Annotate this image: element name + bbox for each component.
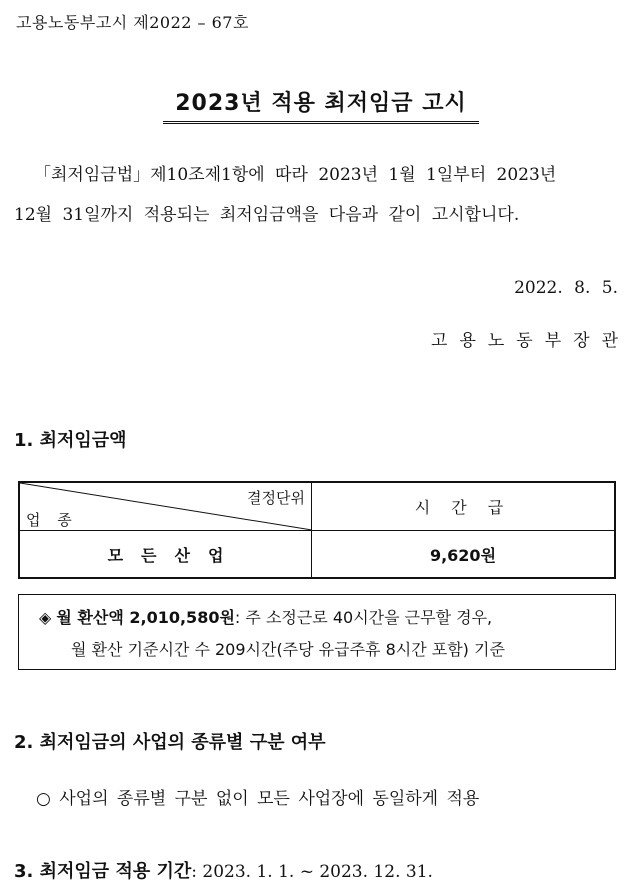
section1-heading: 1. 최저임금액	[14, 430, 127, 451]
notice-number: 고용노동부고시 제2022 – 67호	[16, 13, 249, 32]
monthly-equivalent-condition: : 주 소정근로 40시간을 근무할 경우,	[234, 608, 493, 627]
header-unit-label: 결정단위	[247, 489, 305, 507]
monthly-equivalent-line1	[39, 605, 492, 628]
document-title-text: 2023년 적용 최저임금 고시	[163, 86, 478, 124]
monthly-equivalent-box	[18, 594, 616, 670]
issuer-name: 고용노동부장관	[431, 331, 630, 351]
minimum-wage-table	[18, 481, 616, 579]
row-industry-cell: 모든산업	[20, 531, 312, 577]
monthly-equivalent-label: 월 환산액 2,010,580원	[56, 608, 235, 627]
monthly-equivalent-line2: 월 환산 기준시간 수 209시간(주당 유급주휴 8시간 포함) 기준	[71, 640, 505, 659]
section2-item: ○ 사업의 종류별 구분 없이 모든 사업장에 동일하게 적용	[36, 789, 480, 809]
section3-heading	[14, 857, 433, 883]
diamond-bullet-icon: ◈	[39, 608, 52, 627]
table-header-diagonal-cell	[20, 483, 312, 531]
section2-heading: 2. 최저임금의 사업의 종류별 구분 여부	[14, 732, 326, 753]
row-hourly-wage-cell: 9,620원	[429, 545, 497, 565]
section3-heading-label: 3. 최저임금 적용 기간	[14, 861, 192, 882]
header-industry-label: 업 종	[26, 511, 78, 529]
body-text-line2: 12월 31일까지 적용되는 최저임금액을 다음과 같이 고시합니다.	[14, 205, 520, 225]
header-hourly-label: 시 간 급	[312, 483, 614, 531]
document-title	[0, 86, 642, 124]
section3-period: : 2023. 1. 1. ~ 2023. 12. 31.	[191, 862, 433, 882]
body-text-line1: 「최저임금법」제10조제1항에 따라 2023년 1월 1일부터 2023년	[34, 165, 557, 185]
notice-date: 2022. 8. 5.	[514, 278, 618, 298]
